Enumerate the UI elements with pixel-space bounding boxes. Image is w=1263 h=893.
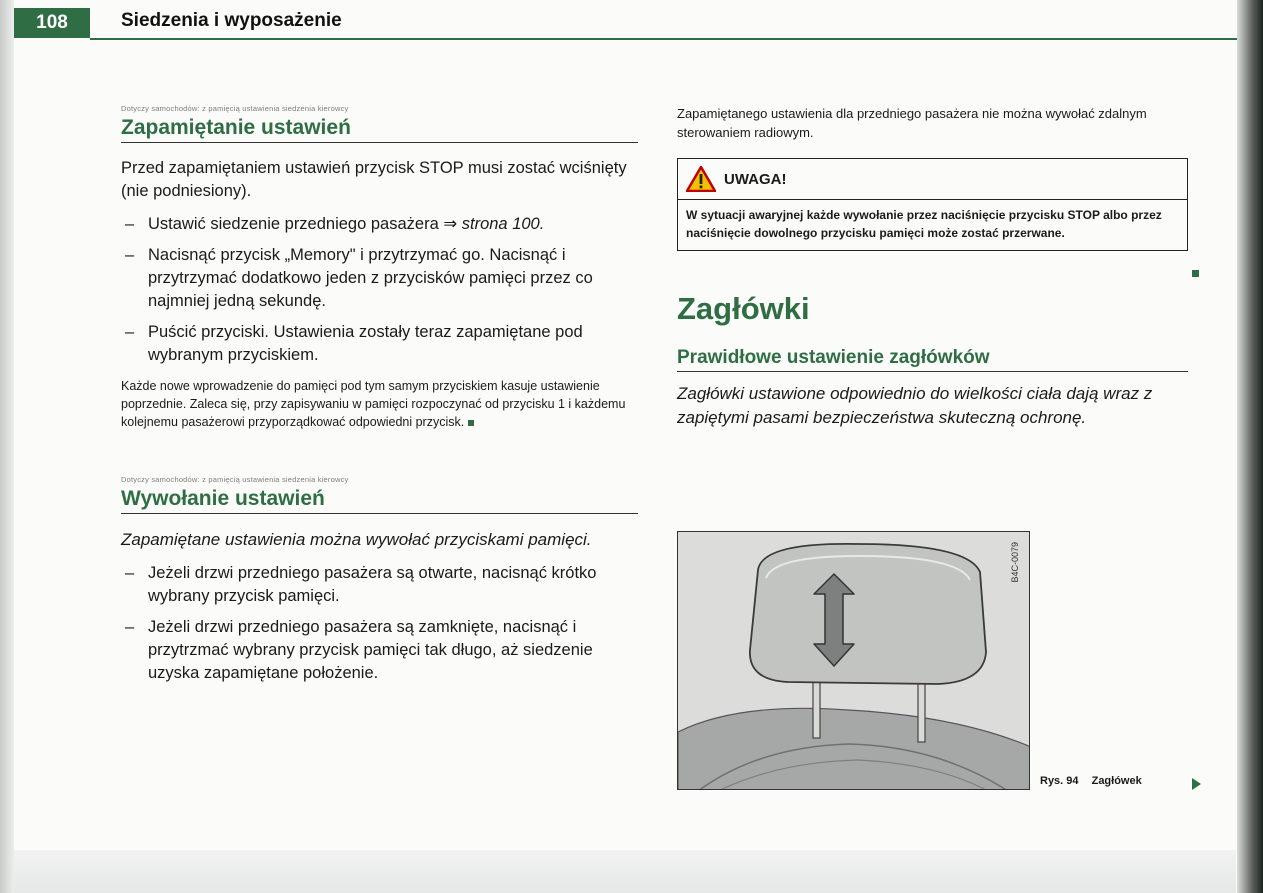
dash-bullet: – bbox=[125, 246, 135, 264]
section-lead: Przed zapamiętaniem ustawień przycisk STOP musi zostać wciśnięty (nie podniesiony). bbox=[121, 159, 627, 200]
warning-label: UWAGA! bbox=[724, 170, 787, 188]
step-text: Ustawić siedzenie przedniego pasażera ⇒ bbox=[148, 215, 462, 233]
section-title-recall-settings: Wywołanie ustawień bbox=[121, 487, 638, 514]
warning-header bbox=[678, 159, 1187, 200]
list-item bbox=[121, 562, 638, 608]
spacer bbox=[121, 431, 638, 475]
chapter-header: Siedzenia i wyposażenie bbox=[121, 10, 342, 31]
intro-text: Zapamiętanego ustawienia dla przedniego pasażera nie można wywołać zdalnym sterowaniem radiowym. bbox=[677, 106, 1147, 140]
warning-box bbox=[677, 158, 1188, 251]
header-rule bbox=[90, 38, 1237, 40]
page-binding-edge bbox=[1237, 0, 1263, 893]
applies-to-note: Dotyczy samochodów: z pamięcią ustawienia siedzenia kierowcy bbox=[121, 104, 349, 113]
steps-list bbox=[121, 213, 638, 367]
list-item bbox=[121, 616, 638, 685]
steps-list bbox=[121, 562, 638, 685]
page-number: 108 bbox=[14, 8, 90, 38]
warning-text: W sytuacji awaryjnej każde wywołanie przez naciśnięcie przycisku STOP albo przez naciśnięcie dowolnego przycisku pamięci może zostać przerwane. bbox=[686, 208, 1162, 240]
headrest-drawing bbox=[678, 532, 1030, 790]
list-item bbox=[121, 244, 638, 313]
subsection-title: Prawidłowe ustawienie zagłówków bbox=[677, 347, 1188, 372]
end-of-section-icon bbox=[1192, 270, 1199, 277]
applies-to-note: Dotyczy samochodów: z pamięcią ustawienia siedzenia kierowcy bbox=[121, 475, 349, 484]
section-lead: Zapamiętane ustawienia można wywołać przyciskami pamięci. bbox=[121, 530, 592, 549]
dash-bullet: – bbox=[125, 618, 135, 636]
warning-triangle-icon bbox=[686, 166, 716, 192]
memory-note bbox=[121, 377, 638, 431]
dash-bullet: – bbox=[125, 215, 135, 233]
note-text: Każde nowe wprowadzenie do pamięci pod tym samym przyciskiem kasuje ustawienie poprzednie. Zaleca się, przy zapisywaniu w pamięci rozpoczynać od przycisku 1 i każdemu kolejnemu pasażerowi przyporządkować odpowiedni przycisk. bbox=[121, 379, 626, 429]
list-item bbox=[121, 213, 638, 236]
step-text: Jeżeli drzwi przedniego pasażera są zamknięte, nacisnąć i przytrzmać wybrany przycisk pamięci tak długo, aż siedzenie uzyska zapamiętane położenie. bbox=[148, 618, 593, 682]
figure-caption bbox=[1040, 775, 1142, 787]
end-of-section-icon bbox=[468, 420, 474, 426]
page-reference: strona 100. bbox=[461, 215, 545, 233]
headrest-illustration bbox=[677, 531, 1030, 790]
continue-arrow-icon bbox=[1192, 778, 1201, 790]
list-item bbox=[121, 321, 638, 367]
dash-bullet: – bbox=[125, 323, 135, 341]
figure-code: B4C-0079 bbox=[1010, 542, 1020, 583]
chapter-title: Zagłówki bbox=[677, 291, 810, 326]
step-text: Puścić przyciski. Ustawienia zostały teraz zapamiętane pod wybranym przyciskiem. bbox=[148, 323, 583, 364]
figure-number: Rys. 94 bbox=[1040, 775, 1079, 787]
left-column bbox=[121, 104, 638, 693]
step-text: Nacisnąć przycisk „Memory" i przytrzymać go. Nacisnąć i przytrzymać dodatkowo jeden z przycisków pamięci przez co najmniej jedną sekundę. bbox=[148, 246, 593, 310]
right-column bbox=[677, 104, 1188, 440]
section-title-save-settings: Zapamiętanie ustawień bbox=[121, 116, 638, 143]
subsection-lead: Zagłówki ustawione odpowiednio do wielkości ciała dają wraz z zapiętymi pasami bezpieczeństwa skuteczną ochronę. bbox=[677, 384, 1153, 427]
page-left-edge bbox=[0, 0, 14, 893]
dash-bullet: – bbox=[125, 564, 135, 582]
figure-caption-text: Zagłówek bbox=[1091, 775, 1142, 787]
step-text: Jeżeli drzwi przedniego pasażera są otwarte, nacisnąć krótko wybrany przycisk pamięci. bbox=[148, 564, 597, 605]
page-bottom-margin bbox=[14, 850, 1236, 893]
